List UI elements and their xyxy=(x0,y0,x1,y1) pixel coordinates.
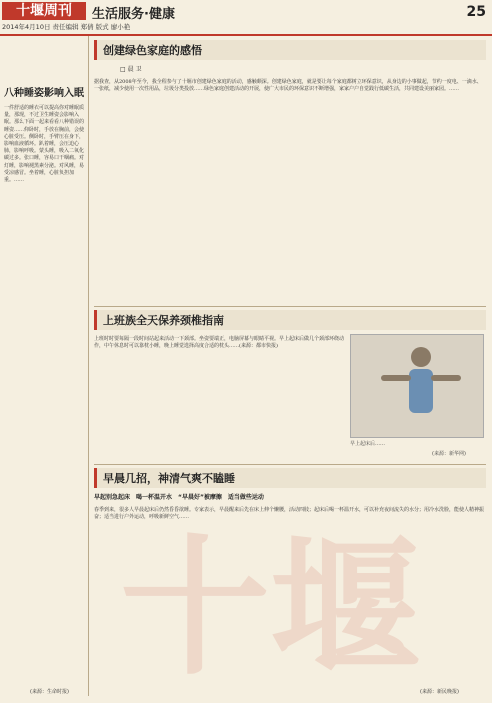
article3-subheads xyxy=(94,492,486,501)
subhead: 喝一杯温开水 xyxy=(136,494,173,501)
watermark-logo xyxy=(120,520,480,690)
column-divider xyxy=(88,36,89,696)
article3-title: 早晨几招，神清气爽不瞌睡 xyxy=(94,468,486,488)
article2-title: 上班族全天保养颈椎指南 xyxy=(94,310,486,330)
article3-body: 春季到来，很多人早晨起床后仍然昏昏欲睡。专家表示，早晨醒来后先在床上伸个懒腰，活动四肢；起床后喝一杯温开水，可以补充夜间流失的水分；用冷水洗脸，能使人精神振奋；适当进行户外运动，呼吸新鲜空气…… xyxy=(94,507,485,521)
left-column-article xyxy=(4,84,86,684)
left-article-body: 一件舒适的睡衣可以提高你对睡眠质量，那现，不过卫生睡姿会影响入眠。那么下面一起来看看八种错误的睡姿……仰卧时，手放在胸前，会使心脏受压。侧卧时，手臂压在身下，影响血液循环。趴着睡，会压迫心肺，影响呼吸。蒙头睡，吸入二氧化碳过多。张口睡，容易口干咽痛。对灯睡，影响褪黑素分泌。对风睡，易受凉感冒。坐着睡，心脏负担加重。…… xyxy=(4,105,85,184)
masthead xyxy=(0,0,492,36)
article1-title: 创建绿色家庭的感悟 xyxy=(94,40,486,60)
left-article-title: 八种睡姿影响入眠 xyxy=(4,88,84,99)
subhead: “早晨好”被摩擦 xyxy=(178,494,222,501)
newspaper-brand: 十堰周刊 xyxy=(2,2,86,20)
article-green-family xyxy=(94,40,486,302)
section-divider xyxy=(94,306,486,307)
subhead: 早起别急起床 xyxy=(94,494,131,501)
article1-author: □ 晨 卫 xyxy=(120,66,142,73)
article1-body: 据我查，从2008年至今，我全程参与了十堰市创建绿色家庭的活动，感触颇深。创建绿色家庭，就是要让每个家庭都树立环保意识，从身边的小事做起，节约一度电、一滴水、一张纸，减少使用一次性用品，垃圾分类投放……绿色家庭创建活动的开展，使广大市民的环保意识不断增强，家家户户自觉践行低碳生活，共同建设美丽家园。…… xyxy=(94,79,482,93)
photo-credit: (来源：新华网) xyxy=(432,451,466,457)
article2-body: 上班时时要每隔一段时间站起来活动一下颈部。坐姿要端正，电脑屏幕与眼睛平视。早上起床后做几个颈部环绕动作，中午休息时可以靠枕小睡，晚上睡觉选择高度合适的枕头……(来源：都市快报) xyxy=(94,336,345,350)
subhead: 适当做些运动 xyxy=(227,494,264,501)
neck-exercise-photo xyxy=(350,334,484,438)
article3-credit: (来源：新民晚报) xyxy=(420,689,459,695)
photo-caption: 早上起床后…… xyxy=(350,441,386,447)
watermark-text: 十堰 xyxy=(120,522,421,690)
left-article-credit: (来源：生命时报) xyxy=(30,689,69,695)
person-stretch-icon xyxy=(351,335,483,437)
section-divider-2 xyxy=(94,464,486,465)
section-title: 生活服务·健康 xyxy=(92,7,175,22)
issue-meta: 2014年4月10日 责任编辑 郑倩 版式 廖小艳 xyxy=(2,23,131,31)
page-number: 25 xyxy=(466,4,486,20)
